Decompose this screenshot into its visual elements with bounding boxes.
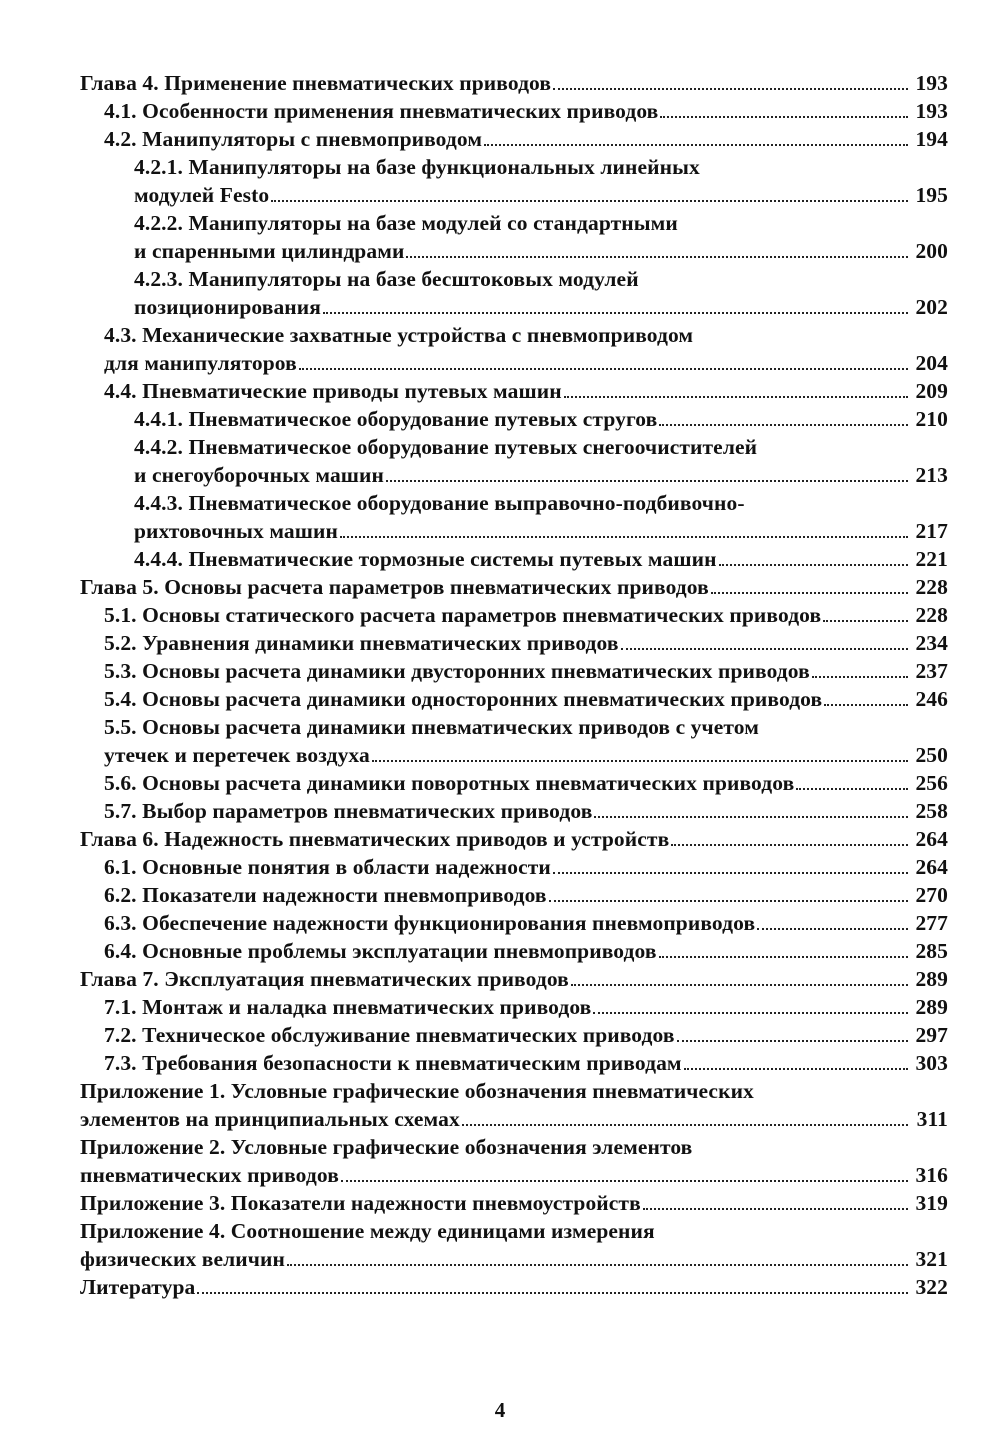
toc-page-number: 228 xyxy=(915,575,948,599)
toc-entry xyxy=(80,937,948,965)
toc-entry xyxy=(80,853,948,881)
toc-page-number: 221 xyxy=(915,547,948,571)
toc-entry-title: 4.4.1. Пневматическое оборудование путевых стругов xyxy=(134,407,658,431)
toc-entry xyxy=(80,993,948,1021)
toc-entry-title: и снегоуборочных машин xyxy=(134,463,385,487)
toc-entry-title: 6.1. Основные понятия в области надежности xyxy=(104,855,551,879)
toc-entry-title: 7.3. Требования безопасности к пневматическим приводам xyxy=(104,1051,682,1075)
toc-entry-title: позиционирования xyxy=(134,295,322,319)
toc-page-number: 237 xyxy=(915,659,948,683)
toc-entry-title: Глава 4. Применение пневматических приводов xyxy=(80,71,552,95)
toc-entry-title: Глава 5. Основы расчета параметров пневматических приводов xyxy=(80,575,709,599)
toc-page-number: 213 xyxy=(915,463,948,487)
toc-dot-leader xyxy=(594,816,908,818)
toc-dot-leader xyxy=(372,760,908,762)
toc-entry-title: для манипуляторов xyxy=(104,351,297,375)
toc-dot-leader xyxy=(341,1180,908,1182)
toc-entry-title: Литература xyxy=(80,1275,196,1299)
table-of-contents xyxy=(80,69,948,1301)
toc-entry-title: элементов на принципиальных схемах xyxy=(80,1107,460,1131)
toc-entry xyxy=(80,1217,948,1245)
toc-entry-title: 4.4. Пневматические приводы путевых машин xyxy=(104,379,562,403)
toc-page-number: 264 xyxy=(915,827,948,851)
toc-entry-title: Глава 6. Надежность пневматических приводов и устройств xyxy=(80,827,670,851)
toc-entry-title: рихтовочных машин xyxy=(134,519,339,543)
toc-dot-leader xyxy=(197,1292,908,1294)
toc-page-number: 193 xyxy=(915,99,948,123)
toc-entry-title: 7.2. Техническое обслуживание пневматических приводов xyxy=(104,1023,675,1047)
toc-dot-leader xyxy=(643,1208,908,1210)
toc-entry-title: физических величин xyxy=(80,1247,285,1271)
toc-entry xyxy=(80,713,948,741)
toc-entry-title: Приложение 1. Условные графические обозначения пневматических xyxy=(80,1079,754,1103)
toc-entry xyxy=(80,1049,948,1077)
toc-entry xyxy=(80,433,948,461)
toc-dot-leader xyxy=(287,1264,908,1266)
toc-dot-leader xyxy=(711,592,908,594)
toc-entry-title: 5.6. Основы расчета динамики поворотных пневматических приводов xyxy=(104,771,795,795)
toc-dot-leader xyxy=(406,256,908,258)
toc-entry xyxy=(80,881,948,909)
toc-entry-title: 6.3. Обеспечение надежности функционирования пневмоприводов xyxy=(104,911,756,935)
toc-entry-continuation xyxy=(80,181,948,209)
toc-entry-continuation xyxy=(80,349,948,377)
toc-page-number: 195 xyxy=(915,183,948,207)
toc-entry-title: 4.2. Манипуляторы с пневмоприводом xyxy=(104,127,483,151)
toc-dot-leader xyxy=(593,1012,908,1014)
toc-entry-title: Приложение 2. Условные графические обозначения элементов xyxy=(80,1135,693,1159)
toc-entry-title: 4.2.3. Манипуляторы на базе бесштоковых модулей xyxy=(134,267,639,291)
toc-page-number: 204 xyxy=(915,351,948,375)
toc-entry xyxy=(80,321,948,349)
toc-entry xyxy=(80,1133,948,1161)
toc-page-number: 289 xyxy=(915,995,948,1019)
toc-dot-leader xyxy=(677,1040,908,1042)
toc-entry-title: Глава 7. Эксплуатация пневматических приводов xyxy=(80,967,569,991)
toc-page-number: 321 xyxy=(915,1247,948,1271)
toc-dot-leader xyxy=(757,928,908,930)
toc-dot-leader xyxy=(462,1124,908,1126)
toc-dot-leader xyxy=(553,88,908,90)
toc-entry-title: 4.2.2. Манипуляторы на базе модулей со стандартными xyxy=(134,211,678,235)
toc-entry xyxy=(80,97,948,125)
toc-page-number: 303 xyxy=(915,1051,948,1075)
toc-page-number: 316 xyxy=(915,1163,948,1187)
toc-dot-leader xyxy=(549,900,908,902)
toc-entry-continuation xyxy=(80,1105,948,1133)
toc-entry-title: 5.3. Основы расчета динамики двусторонних пневматических приводов xyxy=(104,659,810,683)
toc-entry-title: 4.3. Механические захватные устройства с пневмоприводом xyxy=(104,323,694,347)
toc-entry-title: Приложение 4. Соотношение между единицами измерения xyxy=(80,1219,655,1243)
toc-entry-title: Приложение 3. Показатели надежности пневмоустройств xyxy=(80,1191,641,1215)
toc-entry xyxy=(80,1077,948,1105)
toc-entry-title: 4.4.3. Пневматическое оборудование выправочно-подбивочно- xyxy=(134,491,745,515)
toc-page-number: 297 xyxy=(915,1023,948,1047)
toc-entry-title: утечек и перетечек воздуха xyxy=(104,743,370,767)
toc-page-number: 258 xyxy=(915,799,948,823)
toc-entry-title: 5.1. Основы статического расчета параметров пневматических приводов xyxy=(104,603,822,627)
toc-page-number: 193 xyxy=(915,71,948,95)
toc-entry xyxy=(80,657,948,685)
toc-page-number: 277 xyxy=(915,911,948,935)
toc-dot-leader xyxy=(553,872,908,874)
toc-entry-continuation xyxy=(80,461,948,489)
toc-entry xyxy=(80,489,948,517)
toc-dot-leader xyxy=(659,956,908,958)
toc-entry xyxy=(80,153,948,181)
toc-entry-continuation xyxy=(80,517,948,545)
toc-entry-title: 6.4. Основные проблемы эксплуатации пневмоприводов xyxy=(104,939,657,963)
toc-page-number: 270 xyxy=(915,883,948,907)
toc-entry-title: 5.5. Основы расчета динамики пневматических приводов с учетом xyxy=(104,715,759,739)
toc-entry xyxy=(80,405,948,433)
toc-dot-leader xyxy=(340,536,908,538)
toc-entry-title: 4.2.1. Манипуляторы на базе функциональных линейных xyxy=(134,155,700,179)
toc-entry xyxy=(80,69,948,97)
page-number: 4 xyxy=(494,1398,506,1422)
toc-dot-leader xyxy=(824,704,908,706)
toc-entry xyxy=(80,1273,948,1301)
toc-page-number: 228 xyxy=(915,603,948,627)
toc-entry xyxy=(80,769,948,797)
toc-entry-title: 5.4. Основы расчета динамики односторонних пневматических приводов xyxy=(104,687,823,711)
toc-entry xyxy=(80,909,948,937)
toc-dot-leader xyxy=(571,984,908,986)
toc-entry-title: 5.2. Уравнения динамики пневматических приводов xyxy=(104,631,619,655)
toc-entry-title: и спаренными цилиндрами xyxy=(134,239,405,263)
toc-entry xyxy=(80,573,948,601)
toc-dot-leader xyxy=(323,312,908,314)
toc-dot-leader xyxy=(564,396,908,398)
toc-entry xyxy=(80,797,948,825)
toc-page-number: 194 xyxy=(915,127,948,151)
toc-entry xyxy=(80,1021,948,1049)
toc-page-number: 322 xyxy=(915,1275,948,1299)
toc-entry-title: 4.1. Особенности применения пневматических приводов xyxy=(104,99,659,123)
toc-dot-leader xyxy=(719,564,908,566)
toc-page-number: 250 xyxy=(915,743,948,767)
toc-dot-leader xyxy=(621,648,908,650)
toc-page-number: 234 xyxy=(915,631,948,655)
toc-dot-leader xyxy=(812,676,908,678)
toc-entry xyxy=(80,545,948,573)
toc-entry xyxy=(80,601,948,629)
toc-page-number: 217 xyxy=(915,519,948,543)
toc-page-number: 256 xyxy=(915,771,948,795)
toc-page-number: 289 xyxy=(915,967,948,991)
toc-dot-leader xyxy=(671,844,908,846)
toc-dot-leader xyxy=(823,620,908,622)
toc-entry-continuation xyxy=(80,1245,948,1273)
toc-page-number: 210 xyxy=(915,407,948,431)
toc-entry-title: 7.1. Монтаж и наладка пневматических приводов xyxy=(104,995,592,1019)
toc-entry xyxy=(80,629,948,657)
toc-page-number: 202 xyxy=(915,295,948,319)
toc-entry xyxy=(80,377,948,405)
toc-dot-leader xyxy=(684,1068,908,1070)
toc-entry-title: пневматических приводов xyxy=(80,1163,339,1187)
toc-entry xyxy=(80,209,948,237)
toc-entry-title: 5.7. Выбор параметров пневматических приводов xyxy=(104,799,593,823)
toc-entry-continuation xyxy=(80,1161,948,1189)
toc-dot-leader xyxy=(796,788,908,790)
toc-page-number: 200 xyxy=(915,239,948,263)
toc-dot-leader xyxy=(659,424,908,426)
toc-dot-leader xyxy=(299,368,908,370)
toc-entry-title: модулей Festo xyxy=(134,183,270,207)
toc-entry-title: 4.4.2. Пневматическое оборудование путевых снегоочистителей xyxy=(134,435,758,459)
toc-dot-leader xyxy=(386,480,908,482)
toc-entry xyxy=(80,825,948,853)
toc-page-number: 246 xyxy=(915,687,948,711)
toc-page-number: 209 xyxy=(915,379,948,403)
toc-entry xyxy=(80,125,948,153)
toc-page-number: 285 xyxy=(915,939,948,963)
toc-entry-continuation xyxy=(80,293,948,321)
toc-entry-title: 6.2. Показатели надежности пневмоприводов xyxy=(104,883,547,907)
toc-entry xyxy=(80,1189,948,1217)
toc-entry xyxy=(80,965,948,993)
toc-page-number: 264 xyxy=(915,855,948,879)
toc-page-number: 319 xyxy=(915,1191,948,1215)
toc-entry-continuation xyxy=(80,741,948,769)
toc-entry xyxy=(80,685,948,713)
toc-entry-title: 4.4.4. Пневматические тормозные системы путевых машин xyxy=(134,547,717,571)
toc-dot-leader xyxy=(660,116,908,118)
toc-page-number: 311 xyxy=(916,1107,948,1131)
toc-entry xyxy=(80,265,948,293)
toc-dot-leader xyxy=(271,200,908,202)
toc-dot-leader xyxy=(484,144,908,146)
toc-entry-continuation xyxy=(80,237,948,265)
